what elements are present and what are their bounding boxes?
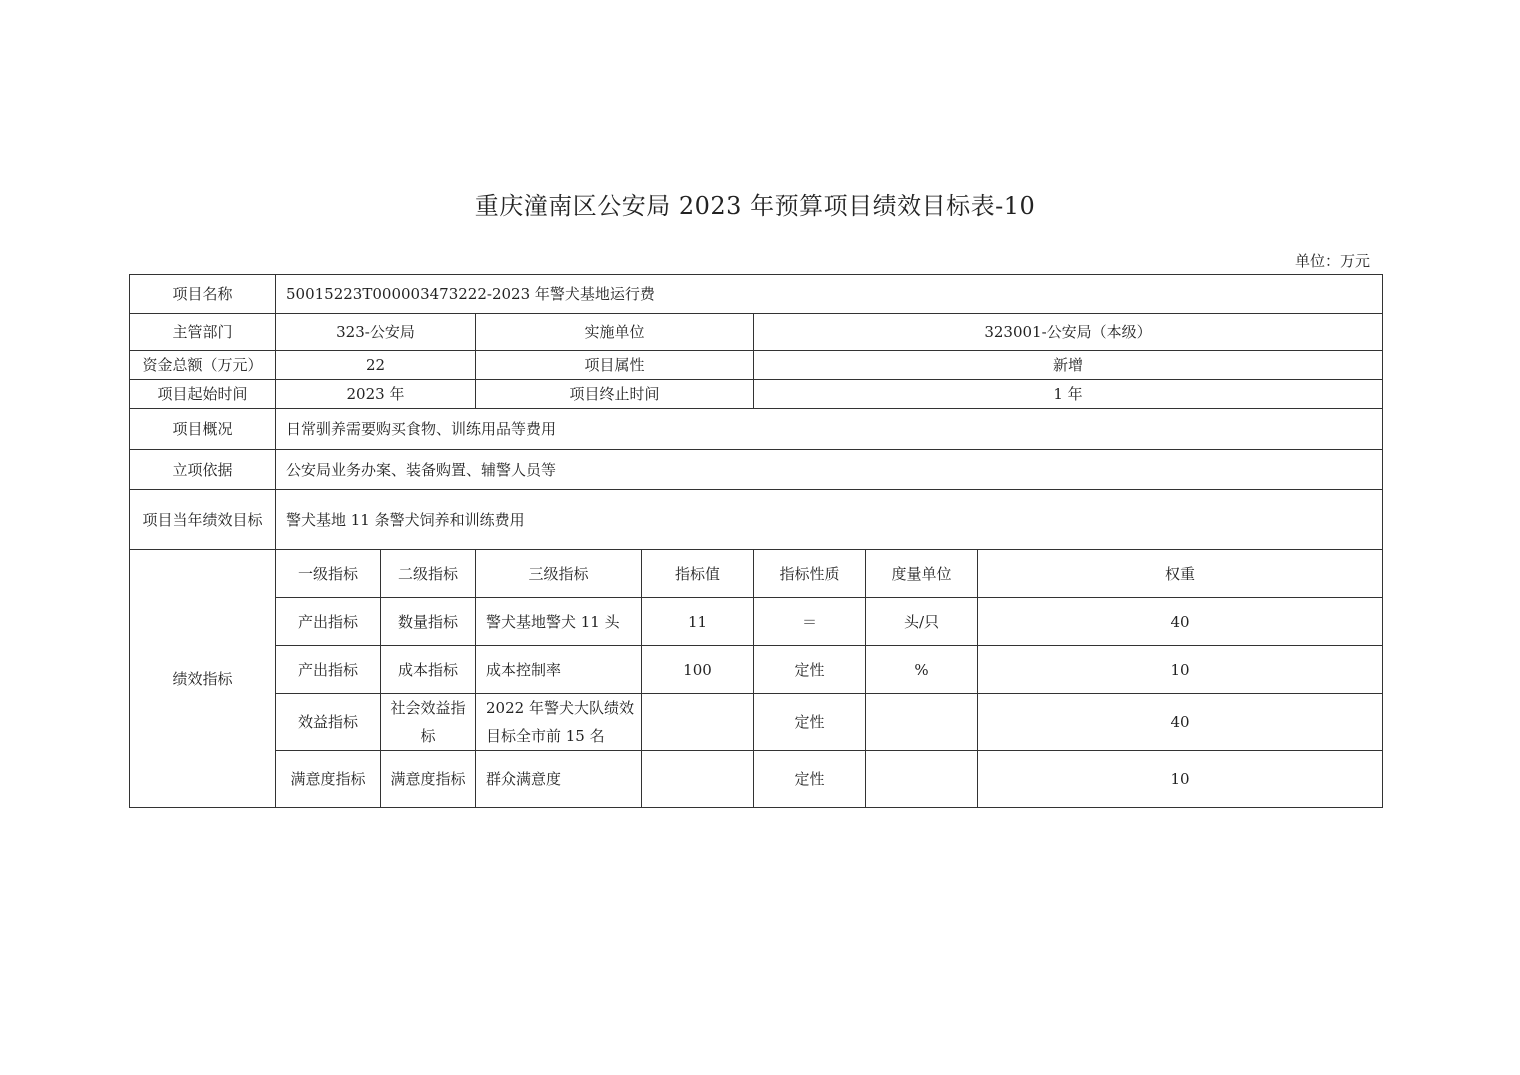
indicator-header: 度量单位 [866,550,978,598]
indicator-weight: 40 [978,694,1383,751]
indicator-nature: 定性 [754,646,866,694]
fund-label: 资金总额（万元） [130,351,276,380]
indicator-unit: 头/只 [866,598,978,646]
indicator-level2: 成本指标 [381,646,476,694]
indicator-level3: 群众满意度 [476,751,642,808]
indicator-row [130,598,1383,646]
indicator-nature: 定性 [754,694,866,751]
indicator-level3: 2022 年警犬大队绩效目标全市前 15 名 [476,694,642,751]
indicator-level2: 满意度指标 [381,751,476,808]
row-goal [130,490,1383,550]
indicator-weight: 10 [978,751,1383,808]
indicator-unit: % [866,646,978,694]
row-project-name [130,275,1383,314]
indicator-row [130,694,1383,751]
indicators-section-label: 绩效指标 [130,550,276,808]
row-fund [130,351,1383,380]
indicator-header: 三级指标 [476,550,642,598]
indicator-weight: 40 [978,598,1383,646]
indicator-level1: 满意度指标 [276,751,381,808]
indicator-value: 100 [642,646,754,694]
indicator-row [130,751,1383,808]
impl-unit-value: 323001-公安局（本级） [754,314,1383,351]
basis-label: 立项依据 [130,450,276,490]
goal-value: 警犬基地 11 条警犬饲养和训练费用 [276,490,1383,550]
indicator-header: 权重 [978,550,1383,598]
page-title: 重庆潼南区公安局 2023 年预算项目绩效目标表-10 [474,192,1036,220]
unit-label: 单位：万元 [1294,252,1370,270]
indicator-level2: 数量指标 [381,598,476,646]
indicator-value [642,694,754,751]
indicator-header: 指标值 [642,550,754,598]
start-value: 2023 年 [276,380,476,409]
indicator-header: 一级指标 [276,550,381,598]
project-name-label: 项目名称 [130,275,276,314]
fund-value: 22 [276,351,476,380]
attr-value: 新增 [754,351,1383,380]
indicator-row [130,646,1383,694]
basis-value: 公安局业务办案、装备购置、辅警人员等 [276,450,1383,490]
indicator-level1: 效益指标 [276,694,381,751]
indicator-header-row [130,550,1383,598]
dept-label: 主管部门 [130,314,276,351]
indicator-unit [866,751,978,808]
dept-value: 323-公安局 [276,314,476,351]
start-label: 项目起始时间 [130,380,276,409]
row-basis [130,450,1383,490]
indicator-header: 指标性质 [754,550,866,598]
indicator-level1: 产出指标 [276,646,381,694]
indicator-nature: ＝ [754,598,866,646]
overview-value: 日常驯养需要购买食物、训练用品等费用 [276,409,1383,450]
indicator-value [642,751,754,808]
indicator-nature: 定性 [754,751,866,808]
indicator-header: 二级指标 [381,550,476,598]
overview-label: 项目概况 [130,409,276,450]
project-name-value: 50015223T000003473222-2023 年警犬基地运行费 [276,275,1383,314]
end-value: 1 年 [754,380,1383,409]
end-label: 项目终止时间 [476,380,754,409]
goal-label: 项目当年绩效目标 [130,490,276,550]
indicator-level1: 产出指标 [276,598,381,646]
row-overview [130,409,1383,450]
indicator-value: 11 [642,598,754,646]
performance-target-table [129,274,1383,808]
indicator-unit [866,694,978,751]
impl-unit-label: 实施单位 [476,314,754,351]
row-time [130,380,1383,409]
indicator-level3: 成本控制率 [476,646,642,694]
attr-label: 项目属性 [476,351,754,380]
indicator-weight: 10 [978,646,1383,694]
indicator-level3: 警犬基地警犬 11 头 [476,598,642,646]
indicator-level2: 社会效益指标 [381,694,476,751]
row-department [130,314,1383,351]
